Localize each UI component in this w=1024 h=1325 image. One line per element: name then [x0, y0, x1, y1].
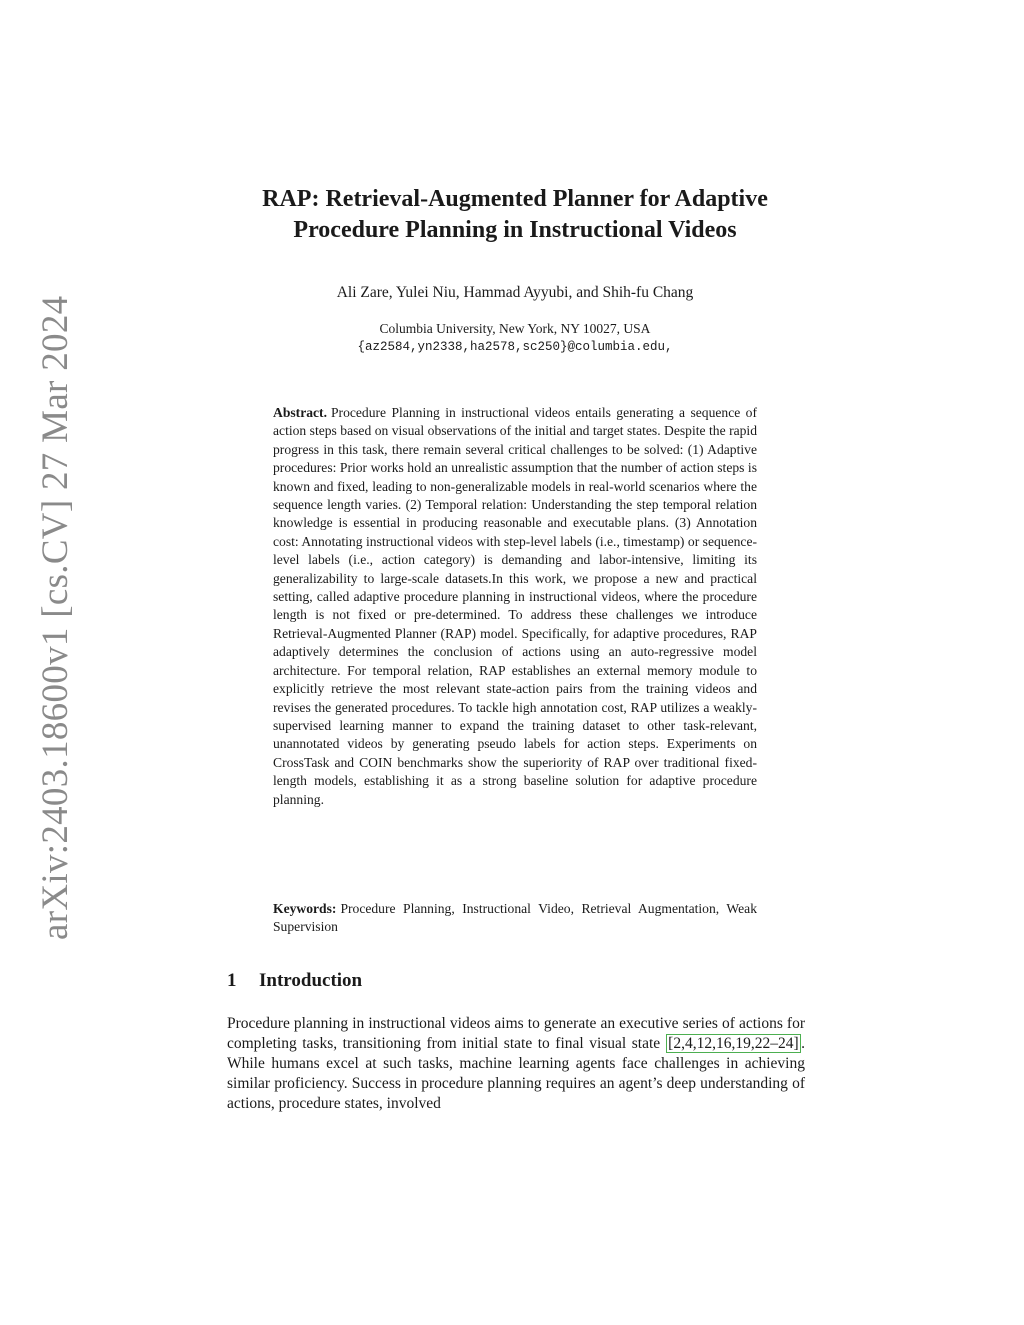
paper-title [160, 184, 870, 246]
abstract [273, 404, 757, 809]
arxiv-identifier: arXiv:2403.18600v1 [cs.CV] 27 Mar 2024 [35, 295, 76, 940]
author-list: Ali Zare, Yulei Niu, Hammad Ayyubi, and Shih-fu Chang [336, 284, 694, 301]
affiliation: Columbia University, New York, NY 10027, USA [379, 321, 651, 336]
title-line-1: RAP: Retrieval-Augmented Planner for Adaptive [262, 186, 768, 212]
section-heading-introduction [227, 970, 362, 992]
introduction-paragraph [227, 1014, 805, 1114]
keywords [273, 900, 757, 937]
abstract-label: Abstract. [273, 405, 327, 420]
abstract-text: Procedure Planning in instructional videos entails generating a sequence of action steps based on visual observations of the initial and target states. Despite the rapid progress in this task, there remain several critical challenges to be solved: (1) Adaptive procedures: Prior works hold an unrealistic assumption that the number of action steps is known and fixed, leading to non-generalizable models in real-world scenarios where the sequence length varies. (2) Temporal relation: Understanding the step temporal relation knowledge is essential in producing reasonable and executable plans. (3) Annotation cost: Annotating instructional videos with step-level labels (i.e., timestamp) or sequence-level labels (i.e., action category) is demanding and labor-intensive, limiting its generalizability to large-scale datasets.In this work, we propose a new and practical setting, called adaptive procedure planning in instructional videos, where the procedure length is not fixed or pre-determined. To address these challenges we introduce Retrieval-Augmented Planner (RAP) model. Specifically, for adaptive procedures, RAP adaptively determines the conclusion of actions using an auto-regressive model architecture. For temporal relation, RAP establishes an external memory module to explicitly retrieve the most relevant state-action pairs from the training videos and revises the generated procedures. To tackle high annotation cost, RAP utilizes a weakly-supervised learning manner to expand the training dataset to other task-relevant, unannotated videos by generating pseudo labels for action steps. Experiments on CrossTask and COIN benchmarks show the superiority of RAP over traditional fixed-length models, establishing it as a strong baseline solution for adaptive procedure planning. [273, 405, 757, 807]
title-line-2: Procedure Planning in Instructional Videos [293, 217, 737, 243]
affiliation-block [160, 319, 870, 357]
citation-link[interactable]: [2,4,12,16,19,22–24] [668, 1035, 799, 1052]
section-title: Introduction [259, 970, 363, 991]
keywords-text: Procedure Planning, Instructional Video, Retrieval Augmentation, Weak Supervision [273, 901, 757, 935]
intro-text-part2: . While humans excel at such tasks, machine learning agents face challenges in achieving similar proficiency. Success in procedure planning requires an agent’s deep understanding of actions, procedure states, involved [227, 1035, 805, 1112]
intro-text-part1: Procedure planning in instructional videos aims to generate an executive series of actions for completing tasks, transitioning from initial state to final visual state [227, 1015, 805, 1052]
keywords-label: Keywords: [273, 901, 337, 916]
author-emails: {az2584,yn2338,ha2578,sc250}@columbia.edu, [357, 340, 673, 354]
section-number: 1 [227, 970, 237, 991]
